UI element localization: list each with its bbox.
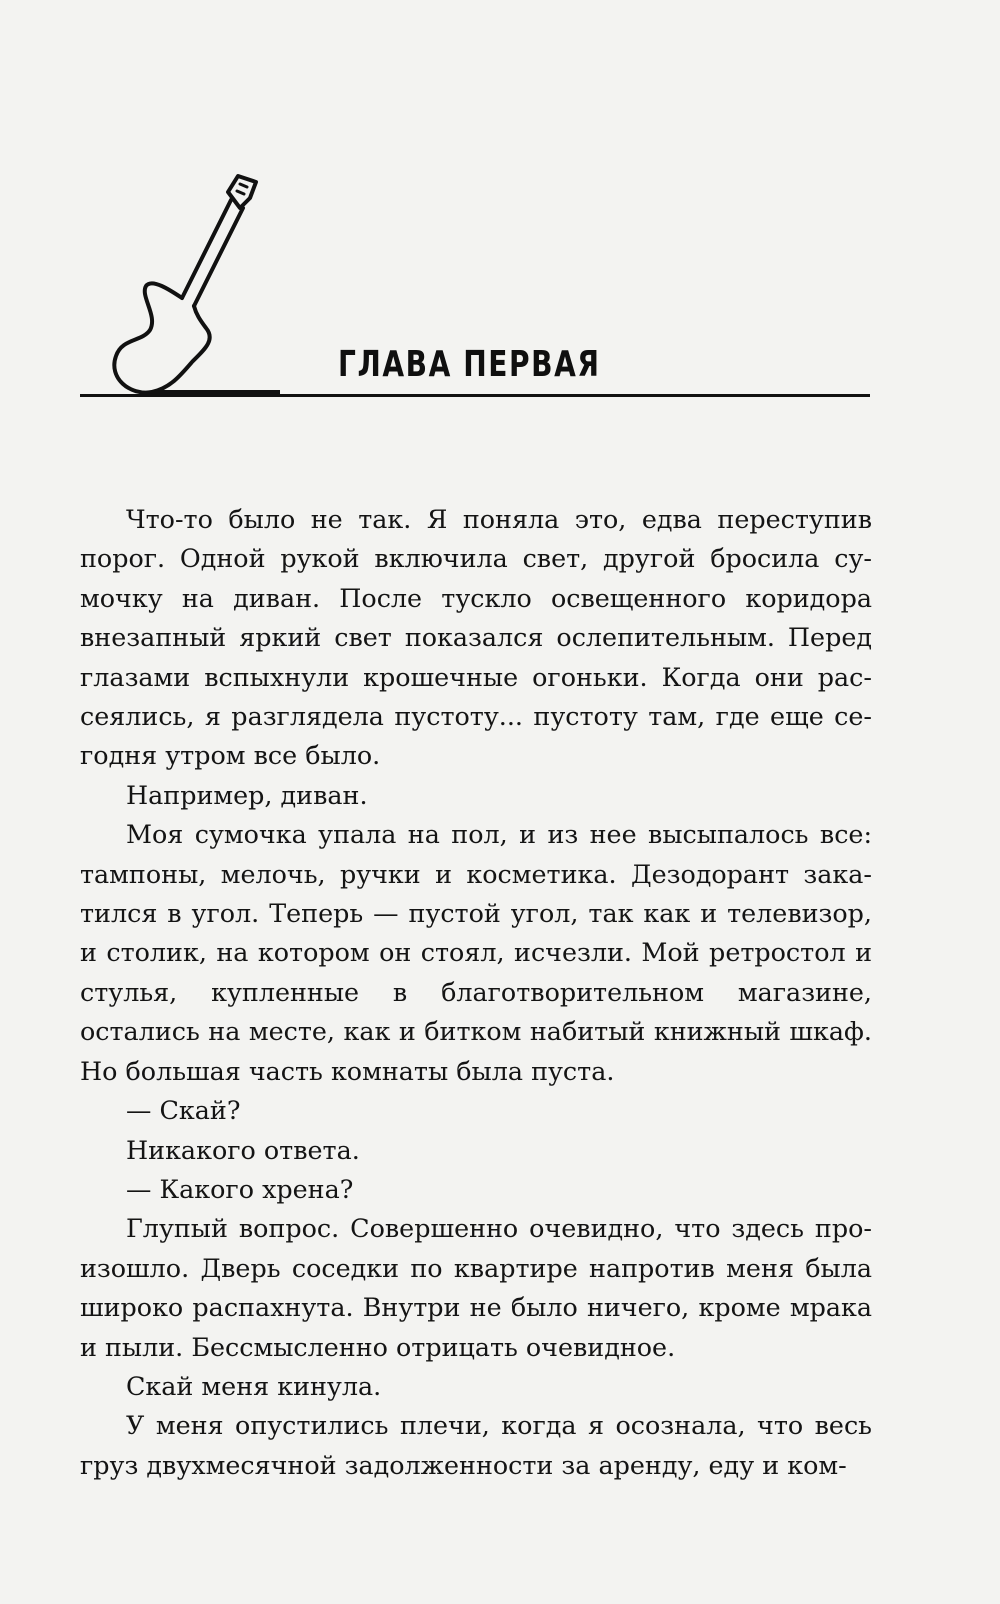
paragraph: — Какого хрена? [126,1173,354,1204]
chapter-title: ГЛАВА ПЕРВАЯ [338,344,601,385]
paragraph: Никакого ответа. [126,1134,360,1165]
title-rule [80,394,870,397]
paragraph: Например, диван. [126,779,368,810]
paragraph: — Скай? [126,1095,241,1126]
paragraph: У меня опустились плечи, когда я осознала, что весь груз двухмесячной задолженности за аренду, еду и ком- [80,1410,872,1480]
guitar-icon [100,170,280,410]
paragraph: Скай меня кинула. [126,1370,382,1401]
chapter-body [80,500,872,1485]
paragraph: Что-то было не так. Я поняла это, едва переступив порог. Одной рукой включила свет, другой бросила сумочку на диван. После тускло освещенного коридора внезапный яркий свет показался ослепительным. Перед глазами вспыхнули крошечные огоньки. Когда они рассеялись, я разглядела пустоту... пустоту там, где еще сегодня утром все было. [80,504,872,771]
paragraph: Моя сумочка упала на пол, и из нее высыпалось все: тампоны, мелочь, ручки и косметика. Дезодорант закатился в угол. Теперь — пустой угол, так как и телевизор, и столик, на котором он стоял, исчезли. Мой ретростол и стулья, купленные в благотворительном магазине, остались на месте, как и битком набитый книжный шкаф. Но большая часть комнаты была пуста. [80,819,872,1086]
paragraph: Глупый вопрос. Совершенно очевидно, что здесь произошло. Дверь соседки по квартире напротив меня была широко распахнута. Внутри не было ничего, кроме мрака и пыли. Бессмысленно отрицать очевидное. [80,1213,872,1362]
